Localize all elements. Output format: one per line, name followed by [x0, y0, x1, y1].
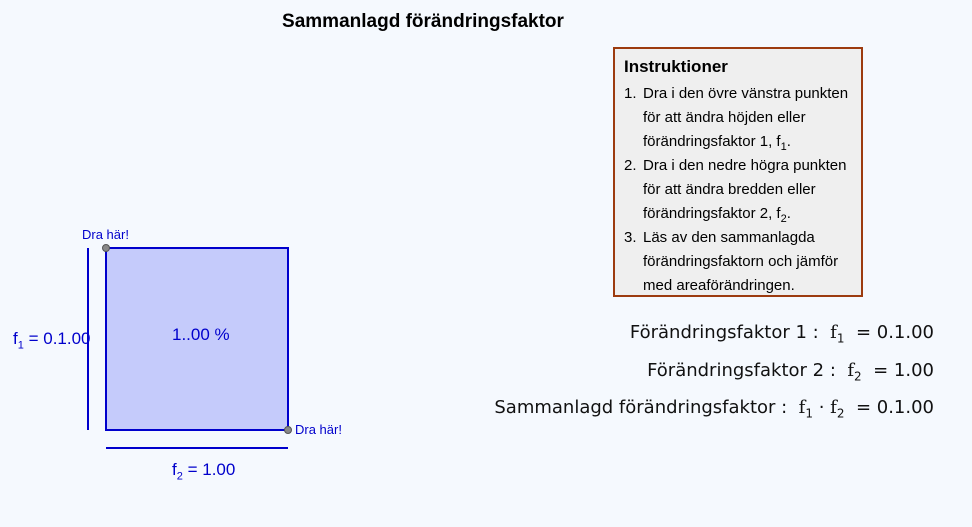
instruction-line: för att ändra höjden eller: [643, 109, 806, 126]
equation-label: Förändringsfaktor 2 :: [647, 360, 836, 381]
equation-factor-1: [629, 322, 934, 346]
instruction-line: Dra i den nedre högra punkten: [643, 157, 847, 174]
instruction-text: förändringsfaktor 1, f: [643, 133, 781, 150]
equation-label: Sammanlagd förändringsfaktor :: [494, 397, 788, 418]
f1-value: = 0.1.00: [23, 329, 91, 348]
equation-combined: [494, 397, 934, 421]
equation-symbol: f: [847, 360, 855, 381]
instruction-line: förändringsfaktorn och jämför: [643, 253, 839, 270]
instruction-number: 1.: [624, 85, 637, 102]
instruction-text: .: [786, 133, 791, 150]
equation-value: = 1.00: [873, 360, 934, 381]
equation-operator: ·: [818, 397, 825, 418]
f2-value: = 1.00: [182, 460, 236, 479]
equation-symbol: f: [830, 397, 837, 418]
instruction-line: med areaförändringen.: [643, 277, 795, 294]
instructions-heading: Instruktioner: [624, 57, 728, 76]
instruction-number: 2.: [624, 157, 637, 174]
instruction-line: Läs av den sammanlagda: [643, 229, 815, 246]
equation-symbol: f: [798, 397, 806, 418]
equation-symbol: f: [830, 322, 837, 343]
instruction-number: 3.: [624, 229, 637, 246]
area-percent-label: 1..00 %: [172, 325, 230, 344]
bottom-right-drag-handle[interactable]: [285, 427, 292, 434]
instruction-subscript: 1: [780, 141, 787, 153]
f2-symbol: f: [172, 460, 177, 479]
equation-subscript: 2: [854, 369, 862, 384]
equation-value: = 0.1.00: [855, 397, 934, 418]
f2-subscript: 2: [176, 470, 183, 483]
top-handle-label: Dra här!: [82, 227, 129, 242]
page-title: Sammanlagd förändringsfaktor: [282, 11, 564, 32]
equation-label: Förändringsfaktor 1 :: [629, 322, 819, 343]
equation-subscript: 1: [836, 331, 845, 346]
equation-subscript: 1: [805, 406, 813, 421]
equation-subscript: 2: [836, 406, 845, 421]
instruction-subscript: 2: [780, 213, 787, 225]
instruction-line: Dra i den övre vänstra punkten: [643, 85, 849, 102]
f1-symbol: f: [13, 329, 18, 348]
f2-label: [172, 460, 236, 483]
equation-factor-2: [647, 360, 934, 384]
f1-subscript: 1: [17, 339, 24, 352]
equation-value: = 0.1.00: [855, 322, 934, 343]
top-left-drag-handle[interactable]: [103, 245, 110, 252]
instruction-line: för att ändra bredden eller: [643, 181, 816, 198]
f1-label: [13, 329, 91, 352]
instruction-text: förändringsfaktor 2, f: [643, 205, 781, 222]
instruction-text: .: [786, 205, 791, 222]
bottom-handle-label: Dra här!: [295, 422, 342, 437]
